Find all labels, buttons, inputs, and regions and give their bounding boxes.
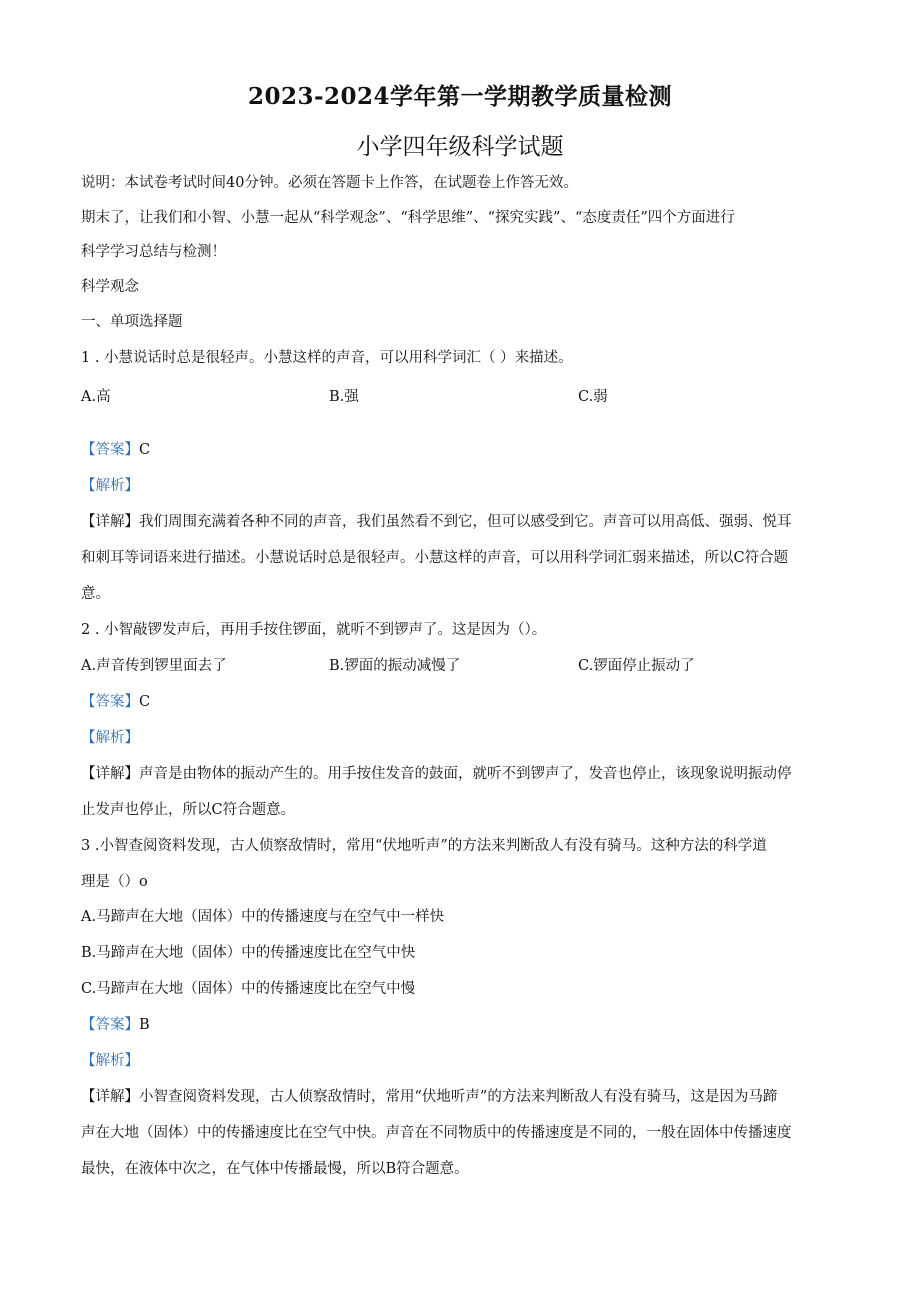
answer-tag: 【答案】 — [81, 442, 139, 458]
q3-detail-line-1 — [81, 1087, 777, 1107]
q3-detail-line-2: 声在大地（固体）中的传播速度比在空气中快。声音在不同物质中的传播速度是不同的，一般在固体中传播速度 — [81, 1125, 792, 1141]
exam-note: 说明：本试卷考试时间40分钟。必须在答题卡上作答，在试题卷上作答无效。 — [81, 175, 578, 191]
q3-detail-text-1: 小智查阅资料发现，古人侦察敌情时，常用“伏地听声”的方法来判断敌人有没有骑马，这是因为马蹄 — [139, 1089, 778, 1105]
q3-option-b: B.马蹄声在大地（固体）中的传播速度比在空气中快 — [81, 945, 416, 961]
part-heading: 一、单项选择题 — [81, 314, 183, 330]
intro-line-1: 期末了，让我们和小智、小慧一起从“科学观念”、“科学思维”、“探究实践”、“态度责任”四个方面进行 — [81, 210, 735, 226]
detail-tag: 【详解】 — [81, 1089, 139, 1105]
q1-detail-line-1 — [81, 512, 792, 532]
q3-stem-line-2: 理是（）o — [81, 874, 148, 890]
q2-detail-line-1 — [81, 764, 792, 784]
q2-answer: C — [139, 694, 151, 710]
q1-detail-line-3: 意。 — [81, 586, 110, 602]
detail-tag: 【详解】 — [81, 766, 139, 782]
q3-analysis-row — [81, 1051, 139, 1071]
q1-answer-row — [81, 440, 150, 460]
q3-option-c: C.马蹄声在大地（固体）中的传播速度比在空气中慢 — [81, 981, 416, 997]
q3-stem-line-1: 3 .小智查阅资料发现，古人侦察敌情时，常用“伏地听声”的方法来判断敌人有没有骑马。这种方法的科学道 — [81, 838, 767, 854]
q2-option-c: C.锣面停止振动了 — [578, 658, 695, 674]
q3-answer: B — [139, 1017, 150, 1033]
q2-stem: 2 . 小智敲锣发声后，再用手按住锣面，就听不到锣声了。这是因为（）。 — [81, 622, 547, 638]
q1-option-b: B.强 — [329, 389, 359, 405]
q3-detail-line-3: 最快，在液体中次之，在气体中传播最慢，所以B符合题意。 — [81, 1161, 469, 1177]
q1-answer: C — [139, 442, 151, 458]
q1-analysis-row — [81, 476, 139, 496]
intro-line-2: 科学学习总结与检测！ — [81, 244, 226, 260]
section-heading: 科学观念 — [81, 279, 139, 295]
q2-analysis-row — [81, 728, 139, 748]
q2-option-b: B.锣面的振动减慢了 — [329, 658, 461, 674]
q3-option-a: A.马蹄声在大地（固体）中的传播速度与在空气中一样快 — [81, 909, 445, 925]
q2-answer-row — [81, 692, 150, 712]
q1-option-a: A.高 — [81, 389, 111, 405]
q2-option-a: A.声音传到锣里面去了 — [81, 658, 227, 674]
analysis-tag: 【解析】 — [81, 730, 139, 746]
q1-detail-text-1: 我们周围充满着各种不同的声音，我们虽然看不到它，但可以感受到它。声音可以用高低、强弱、悦耳 — [139, 514, 792, 530]
answer-tag: 【答案】 — [81, 1017, 139, 1033]
q1-stem: 1 . 小慧说话时总是很轻声。小慧这样的声音，可以用科学词汇（ ）来描述。 — [81, 350, 573, 366]
analysis-tag: 【解析】 — [81, 478, 139, 494]
answer-tag: 【答案】 — [81, 694, 139, 710]
detail-tag: 【详解】 — [81, 514, 139, 530]
q2-detail-line-2: 止发声也停止，所以C符合题意。 — [81, 802, 296, 818]
q1-detail-line-2: 和刺耳等词语来进行描述。小慧说话时总是很轻声。小慧这样的声音，可以用科学词汇弱来描述，所以C符合题 — [81, 550, 789, 566]
page-title: 2023-2024学年第一学期教学质量检测 — [247, 83, 673, 110]
q3-answer-row — [81, 1015, 150, 1035]
analysis-tag: 【解析】 — [81, 1053, 139, 1069]
page-subtitle: 小学四年级科学试题 — [356, 134, 564, 160]
q2-detail-text-1: 声音是由物体的振动产生的。用手按住发音的鼓面，就听不到锣声了，发音也停止，该现象说明振动停 — [139, 766, 792, 782]
q1-option-c: C.弱 — [578, 389, 608, 405]
